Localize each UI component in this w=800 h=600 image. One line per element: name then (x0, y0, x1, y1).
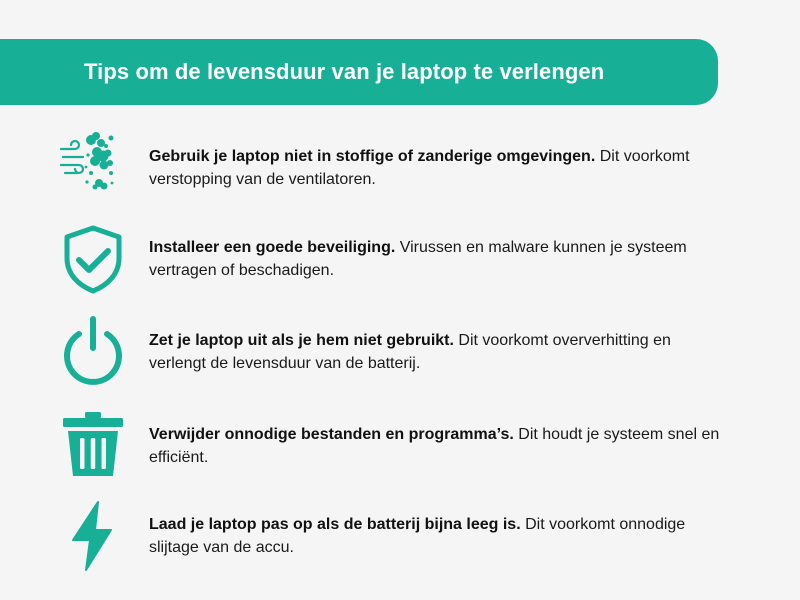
power-icon (55, 314, 131, 390)
tip-title: Verwijder onnodige bestanden en programma’s. (149, 426, 514, 443)
tip-description: Dit houdt je systeem snel en efficiënt. (149, 426, 720, 466)
title-banner (0, 39, 718, 105)
tip-text (149, 145, 729, 191)
tip-description: Dit voorkomt oververhitting en verlengt de levensduur van de batterij. (149, 332, 671, 372)
dust-wind-icon (55, 126, 131, 202)
tip-description: Dit voorkomt verstopping van de ventilatoren. (149, 148, 690, 188)
page-title: Tips om de levensduur van je laptop te verlengen (84, 59, 605, 84)
tip-text (149, 423, 729, 469)
tip-description: Dit voorkomt onnodige slijtage van de accu. (149, 516, 686, 556)
tip-text (149, 329, 729, 375)
tip-title: Zet je laptop uit als je hem niet gebruikt. (149, 332, 454, 349)
tip-text (149, 236, 729, 282)
shield-check-icon (55, 222, 131, 298)
lightning-bolt-icon (55, 498, 131, 574)
tip-title: Gebruik je laptop niet in stoffige of zanderige omgevingen. (149, 148, 596, 165)
tip-description: Virussen en malware kunnen je systeem vertragen of beschadigen. (149, 239, 687, 279)
tip-text (149, 513, 729, 559)
tip-title: Installeer een goede beveiliging. (149, 239, 396, 256)
tip-title: Laad je laptop pas op als de batterij bijna leeg is. (149, 516, 521, 533)
trash-icon (55, 406, 131, 482)
